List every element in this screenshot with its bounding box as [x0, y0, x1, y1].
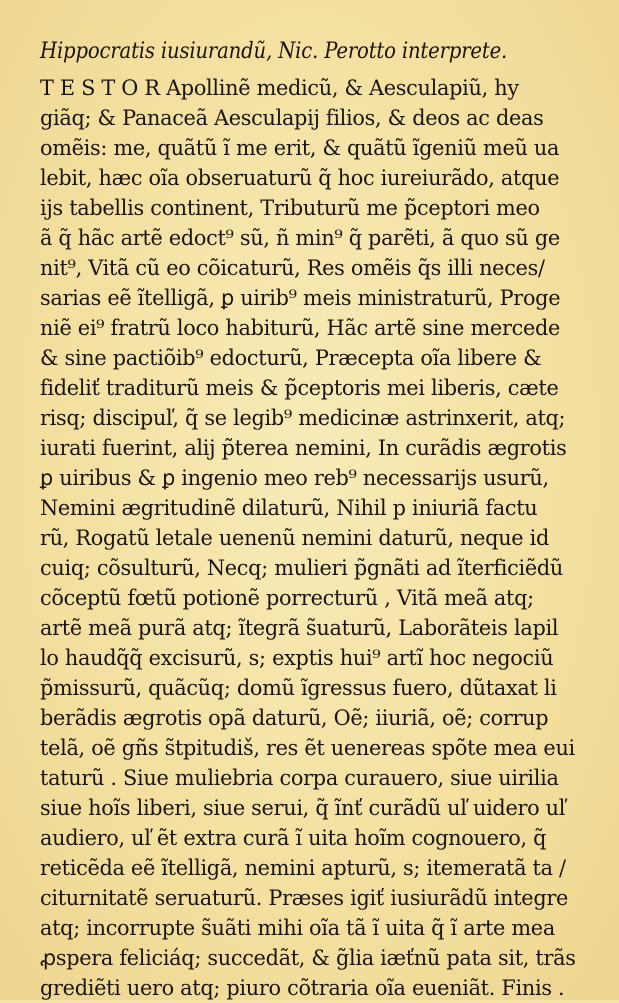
text-line: niẽ ei⁹ fratrũ loco habiturũ, Hãc artẽ sine mercede — [40, 316, 561, 340]
text-line: lo haudq̃q̃ excisurũ, s; exptis hui⁹ artĩ hoc negociũ — [40, 646, 554, 670]
text-line: telã, oẽ gñs s̃tpitudiš, res ẽt uenereas spõte mea eui — [40, 736, 575, 760]
body-text — [40, 73, 600, 1003]
text-line: rũ, Rogatũ letale uenenũ nemini daturũ, neque id — [40, 526, 550, 550]
text-line: artẽ meã purã atq; ĩtegrã s̃uaturũ, Laborãteis lapil — [40, 616, 559, 640]
text-line: T E S T O R Apollinẽ medicũ, & Aesculapiũ, hy — [40, 76, 519, 100]
text-line: p̃missurũ, quãcũq; domũ ĩgressus fuero, dũtaxat li — [40, 676, 557, 700]
text-line: risq; discipuľ, q̃ se legib⁹ medicinæ astrinxerit, atq; — [40, 406, 566, 430]
text-line: Nemini ægritudinẽ dilaturũ, Nihil p iniuriã factu — [40, 496, 538, 520]
text-line: ã q̃ hãc artẽ edoct⁹ sũ, ñ min⁹ q̃ parẽti, ã quo sũ ge — [40, 226, 560, 250]
text-line: lebit, hæc oĩa obseruaturũ q̃ hoc iureiurãdo, atque — [40, 166, 560, 190]
text-block — [40, 33, 600, 1003]
text-line: & sine pactiõib⁹ edocturũ, Præcepta oĩa libere & — [40, 346, 542, 370]
text-line: giãq; & Panaceã Aesculapij filios, & deos ac deas — [40, 106, 544, 130]
text-line: taturũ . Siue muliebria corpa curauero, siue uirilia — [40, 766, 559, 790]
text-line: berãdis ægrotis opã daturũ, Oẽ; iiuriã, oẽ; corrup — [40, 706, 549, 730]
text-line: cuiq; cõsulturũ, Necq; mulieri p̃gnãti ad ĩterficiẽdũ — [40, 556, 564, 580]
text-line: nit⁹, Vitã cũ eo cõicaturũ, Res omẽis q̃s illi neces/ — [40, 256, 545, 280]
text-line: atq; incorrupte s̃uãti mihi oĩa tã ĩ uita q̃ ĩ arte mea — [40, 916, 555, 940]
text-line: ijs tabellis continent, Tributurũ me p̃ceptori meo — [40, 196, 540, 220]
text-line: audiero, uľ ẽt extra curã ĩ uita hoĩm cognouero, q̃ — [40, 826, 547, 850]
page-title: Hippocratis iusiurandũ, Nic. Perotto interprete. — [40, 39, 508, 64]
text-line: cõceptũ fœtũ potionẽ porrecturũ , Vitã meã atq; — [40, 586, 534, 610]
text-line: omẽis: me, quãtũ ĩ me erit, & quãtũ ĩgeniũ meũ ua — [40, 136, 560, 160]
text-line: fideliť traditurũ meis & p̃ceptoris mei liberis, cæte — [40, 376, 559, 400]
text-line: siue hoĩs liberi, siue serui, q̃ ĩnť curãdũ uľ uidero uľ — [40, 796, 566, 820]
text-line: iurati fuerint, alij p̃terea nemini, In curãdis ægrotis — [40, 436, 567, 460]
text-line: ꝑ uiribus & ꝑ ingenio meo reb⁹ necessarijs usurũ, — [40, 466, 549, 490]
text-line: reticẽda eẽ ĩtelligã, nemini apturũ, s; itemeratã ta / — [40, 856, 566, 880]
text-line: ꝓspera feliciáq; succedãt, & g̃lia iæťnũ pata sit, trãs — [40, 946, 576, 970]
text-line: sarias eẽ ĩtelligã, ꝑ uirib⁹ meis ministraturũ, Proge — [40, 286, 561, 310]
text-line: citurnitatẽ seruaturũ. Præses igiť iusiurãdũ integre — [40, 886, 569, 910]
text-line: grediẽti uero atq; piuro cõtraria oĩa eueniãt. Finis . — [40, 976, 565, 1000]
